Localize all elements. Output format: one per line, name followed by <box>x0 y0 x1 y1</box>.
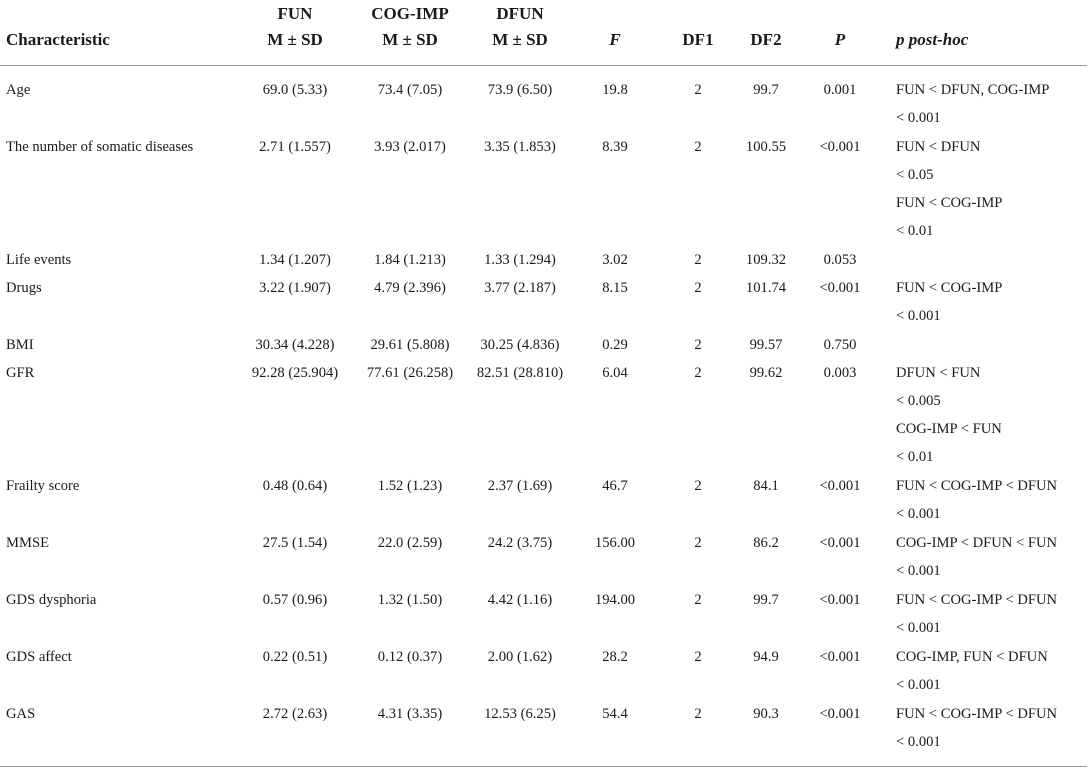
cell-f: 54.4 <box>602 706 628 722</box>
cell-characteristic: The number of somatic diseases <box>6 139 194 155</box>
cell-dfun: 4.42 (1.16) <box>487 592 553 608</box>
cell-cog-imp: 73.4 (7.05) <box>377 82 443 98</box>
cell-p: 0.003 <box>823 365 857 381</box>
posthoc-line: < 0.001 <box>896 506 941 522</box>
cell-f: 8.39 <box>602 139 628 155</box>
posthoc-line: < 0.001 <box>896 110 941 126</box>
cell-characteristic: MMSE <box>6 535 49 551</box>
posthoc-line: COG-IMP < FUN <box>896 421 1002 437</box>
bottom-rule <box>0 766 1087 767</box>
posthoc-line: COG-IMP, FUN < DFUN <box>896 649 1048 665</box>
cell-characteristic: Life events <box>6 252 72 268</box>
cell-fun: 2.71 (1.557) <box>259 139 331 155</box>
cell-dfun: 73.9 (6.50) <box>487 82 553 98</box>
cell-df2: 86.2 <box>753 535 779 551</box>
cell-dfun: 30.25 (4.836) <box>480 337 560 353</box>
cell-f: 156.00 <box>594 535 636 551</box>
cell-fun: 27.5 (1.54) <box>262 535 328 551</box>
cell-cog-imp: 22.0 (2.59) <box>377 535 443 551</box>
cell-df2: 99.7 <box>753 82 779 98</box>
cell-characteristic: Age <box>6 82 31 98</box>
posthoc-line: < 0.05 <box>896 167 934 183</box>
header-p: P <box>834 30 846 49</box>
cell-df2: 99.57 <box>749 337 783 353</box>
cell-posthoc <box>896 586 1086 642</box>
header-df1: DF1 <box>682 30 714 49</box>
cell-posthoc <box>896 472 1086 528</box>
cell-dfun: 82.51 (28.810) <box>476 365 564 381</box>
header-df2: DF2 <box>750 30 782 49</box>
cell-posthoc <box>896 643 1086 699</box>
cell-posthoc <box>896 133 1086 245</box>
posthoc-line: < 0.001 <box>896 677 941 693</box>
cell-fun: 69.0 (5.33) <box>262 82 328 98</box>
cell-fun: 92.28 (25.904) <box>251 365 339 381</box>
cell-df1: 2 <box>694 365 702 381</box>
cell-dfun: 24.2 (3.75) <box>487 535 553 551</box>
cell-dfun: 12.53 (6.25) <box>484 706 556 722</box>
cell-cog-imp: 1.32 (1.50) <box>377 592 443 608</box>
posthoc-line: FUN < DFUN, COG-IMP <box>896 82 1050 98</box>
cell-characteristic: GFR <box>6 365 35 381</box>
cell-fun: 0.48 (0.64) <box>262 478 328 494</box>
cell-cog-imp: 77.61 (26.258) <box>366 365 454 381</box>
posthoc-line: FUN < COG-IMP < DFUN <box>896 592 1058 608</box>
cell-f: 8.15 <box>602 280 628 296</box>
cell-df1: 2 <box>694 592 702 608</box>
cell-fun: 30.34 (4.228) <box>255 337 335 353</box>
cell-characteristic: BMI <box>6 337 34 353</box>
cell-df1: 2 <box>694 535 702 551</box>
cell-fun: 1.34 (1.207) <box>259 252 331 268</box>
cell-p: <0.001 <box>819 535 861 551</box>
cell-df1: 2 <box>694 280 702 296</box>
posthoc-line: < 0.005 <box>896 393 941 409</box>
cell-p: 0.001 <box>823 82 857 98</box>
cell-characteristic: Frailty score <box>6 478 80 494</box>
posthoc-line: < 0.01 <box>896 223 934 239</box>
cell-dfun: 3.35 (1.853) <box>484 139 556 155</box>
cell-p: 0.750 <box>823 337 857 353</box>
cell-posthoc <box>896 529 1086 585</box>
cell-df2: 99.62 <box>749 365 783 381</box>
posthoc-line: < 0.01 <box>896 449 934 465</box>
cell-dfun: 2.37 (1.69) <box>487 478 553 494</box>
cell-df2: 90.3 <box>753 706 779 722</box>
cell-p: <0.001 <box>819 592 861 608</box>
header-characteristic: Characteristic <box>6 30 110 49</box>
posthoc-line: < 0.001 <box>896 563 941 579</box>
cell-f: 28.2 <box>602 649 628 665</box>
cell-df1: 2 <box>694 478 702 494</box>
header-cog-imp: COG-IMP M ± SD <box>371 4 449 49</box>
cell-df1: 2 <box>694 649 702 665</box>
cell-p: <0.001 <box>819 280 861 296</box>
cell-dfun: 3.77 (2.187) <box>484 280 556 296</box>
cell-df1: 2 <box>694 252 702 268</box>
posthoc-line: FUN < COG-IMP <box>896 195 1003 211</box>
cell-p: 0.053 <box>823 252 857 268</box>
cell-cog-imp: 4.79 (2.396) <box>374 280 446 296</box>
posthoc-line: FUN < COG-IMP < DFUN <box>896 706 1058 722</box>
posthoc-line: COG-IMP < DFUN < FUN <box>896 535 1058 551</box>
cell-fun: 2.72 (2.63) <box>262 706 328 722</box>
cell-p: <0.001 <box>819 649 861 665</box>
cell-df2: 101.74 <box>745 280 787 296</box>
cell-p: <0.001 <box>819 139 861 155</box>
cell-posthoc <box>896 274 1086 330</box>
cell-df1: 2 <box>694 82 702 98</box>
cell-f: 194.00 <box>594 592 636 608</box>
cell-p: <0.001 <box>819 706 861 722</box>
cell-fun: 3.22 (1.907) <box>259 280 331 296</box>
cell-cog-imp: 1.52 (1.23) <box>377 478 443 494</box>
cell-df2: 99.7 <box>753 592 779 608</box>
posthoc-line: < 0.001 <box>896 620 941 636</box>
posthoc-line: FUN < COG-IMP < DFUN <box>896 478 1058 494</box>
cell-posthoc <box>896 700 1086 756</box>
cell-characteristic: Drugs <box>6 280 42 296</box>
cell-f: 19.8 <box>602 82 628 98</box>
cell-df2: 94.9 <box>753 649 779 665</box>
header-rule <box>0 65 1087 66</box>
posthoc-line: FUN < COG-IMP <box>896 280 1003 296</box>
posthoc-line: < 0.001 <box>896 734 941 750</box>
cell-f: 46.7 <box>602 478 628 494</box>
header-f: F <box>609 30 621 49</box>
cell-dfun: 2.00 (1.62) <box>487 649 553 665</box>
cell-fun: 0.22 (0.51) <box>262 649 328 665</box>
cell-cog-imp: 3.93 (2.017) <box>374 139 446 155</box>
cell-dfun: 1.33 (1.294) <box>484 252 556 268</box>
cell-df1: 2 <box>694 139 702 155</box>
cell-df2: 109.32 <box>745 252 787 268</box>
cell-fun: 0.57 (0.96) <box>262 592 328 608</box>
cell-df2: 84.1 <box>753 478 779 494</box>
cell-p: <0.001 <box>819 478 861 494</box>
cell-posthoc <box>896 76 1086 132</box>
cell-cog-imp: 1.84 (1.213) <box>374 252 446 268</box>
cell-df1: 2 <box>694 337 702 353</box>
cell-f: 6.04 <box>602 365 628 381</box>
header-dfun: DFUN M ± SD <box>492 4 548 49</box>
cell-f: 3.02 <box>602 252 628 268</box>
cell-cog-imp: 0.12 (0.37) <box>377 649 443 665</box>
header-posthoc: p post-hoc <box>896 30 969 49</box>
posthoc-line: < 0.001 <box>896 308 941 324</box>
posthoc-line: DFUN < FUN <box>896 365 981 381</box>
cell-df1: 2 <box>694 706 702 722</box>
cell-f: 0.29 <box>602 337 628 353</box>
cell-df2: 100.55 <box>745 139 787 155</box>
header-fun: FUN M ± SD <box>267 4 323 49</box>
cell-characteristic: GDS dysphoria <box>6 592 97 608</box>
cell-cog-imp: 4.31 (3.35) <box>377 706 443 722</box>
cell-posthoc <box>896 359 1086 471</box>
cell-cog-imp: 29.61 (5.808) <box>370 337 450 353</box>
cell-characteristic: GAS <box>6 706 36 722</box>
posthoc-line: FUN < DFUN <box>896 139 981 155</box>
cell-characteristic: GDS affect <box>6 649 72 665</box>
